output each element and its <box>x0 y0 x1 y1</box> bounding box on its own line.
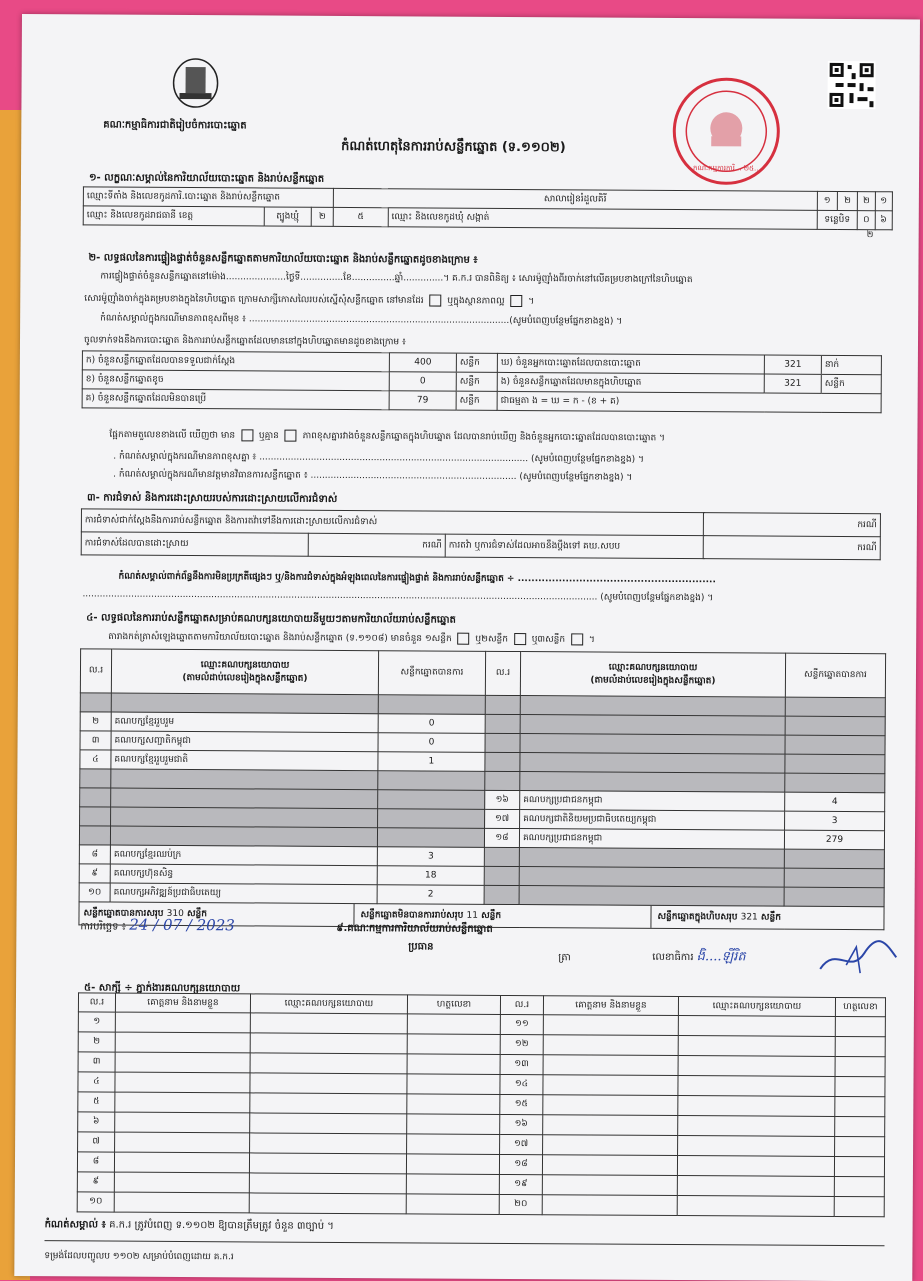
witness-no-right: ១១ <box>500 1014 543 1034</box>
col-votes-right: សន្លឹកឆ្នោតបានការ <box>785 653 885 698</box>
witness-name-left[interactable] <box>115 1132 250 1153</box>
party-name-right <box>519 886 784 907</box>
party-votes-right <box>785 735 885 755</box>
party-no-right <box>484 866 519 885</box>
party-name-right <box>519 867 784 888</box>
witness-sign-left[interactable] <box>407 1054 500 1075</box>
col-no-right: ល.រ <box>485 651 520 695</box>
party-name-left <box>111 807 378 828</box>
witness-no-right: ១៧ <box>500 1134 543 1154</box>
witness-name-right[interactable] <box>543 1095 678 1116</box>
party-name-left <box>110 826 377 847</box>
party-votes-left: 0 <box>378 733 485 753</box>
formula-note: ជាធម្មតា ង = ឃ = ក - (ខ + គ) <box>497 391 881 412</box>
item-d-label: ឃ) ចំនួនអ្នកបោះឆ្នោតដែលបានបោះឆ្នោត <box>497 353 764 374</box>
item-b-unit: សន្លឹក <box>456 372 497 391</box>
witness-sign-left[interactable] <box>406 1154 499 1175</box>
province-label: ឈ្មោះ និងលេខកូដរាជធានី ខេត្ត <box>83 206 264 226</box>
witness-sign-left[interactable] <box>407 1034 500 1055</box>
party-no-left <box>79 826 110 845</box>
party-no-right <box>485 733 520 752</box>
party-no-right: ១៧ <box>485 809 520 828</box>
secretary-label: លេខាធិការ <box>652 951 694 964</box>
witness-sign-left[interactable] <box>407 1134 500 1155</box>
province-code-1: ២ <box>311 207 333 226</box>
party-votes-left: 0 <box>378 714 485 734</box>
section2-line7: . កំណត់សម្គាល់ក្នុងករណីមានវត្តមានវិធានការសន្លឹកឆ្នោត ៖ ........................................................................ (សូមបំពេញបន្ថែមផ្នែកខាងខ្នង) ។ <box>113 469 633 483</box>
party-no-left <box>80 807 111 826</box>
w-col-name-left: គោត្តនាម និងនាមខ្លួន <box>115 993 250 1013</box>
section2-line1: ការផ្ទៀងផ្ទាត់ចំនួនសន្លឹកឆ្នោតនៅម៉ោង.....................ថ្ងៃទី...............ខែ...............ឆ្នាំ..............។ គ.ក.រ បានពិនិត្យ ៖ សោរម៉ូញ៉ាំងពីរចាក់នៅលើគម្របខាងក្រៅនៃហិបឆ្នោត <box>100 271 693 286</box>
witness-no-right: ១៩ <box>499 1174 542 1194</box>
item-e-label: ង) ចំនួនសន្លឹកឆ្នោតដែលមានក្នុងហិបឆ្នោត <box>497 372 764 393</box>
objection-table <box>81 508 881 560</box>
emblem-logo <box>171 57 219 109</box>
opt3-label: ឬ៣សន្លឹក <box>531 634 566 645</box>
total-box-value: 321 <box>740 912 758 923</box>
party-name-left: គណបក្សខ្មែររួបរួមជាតិ <box>111 750 378 771</box>
witness-name-right[interactable] <box>543 1115 678 1136</box>
total-valid-label: សន្លឹកឆ្នោតបានការសរុប <box>83 907 164 919</box>
witness-name-left[interactable] <box>114 1192 249 1213</box>
item-d-value: 321 <box>764 355 821 374</box>
section2-line3: កំណត់សម្គាល់ក្នុងករណីមានភាពខុសពីមុខ ៖ ...........................................................................................(សូមបំពេញបន្ថែមផ្នែកខាងខ្នង) ។ <box>100 313 623 327</box>
checkbox-no-diff[interactable] <box>285 430 297 442</box>
commune-code-3: ២ <box>866 230 874 241</box>
section4-subtitle: តារាងកត់ត្រាសំឡេងឆ្នោតតាមការិយាល័យបោះឆ្នោត និងរាប់សន្លឹកឆ្នោត (ទ.១១០៨) មានចំនួន ១សន្លឹក ឬ២សន្លឹក ឬ៣សន្លឹក ។ <box>108 632 595 646</box>
section2-line2: សោរម៉ូញ៉ាំងចាក់ក្នុងគម្របខាងក្នុងនៃហិបឆ្នោត ក្រោមសាក្សីកោសលៃរបស់ស្នើសុំសន្លឹកឆ្នោត នៅមានដែរ ឬក្នុងស្ថានភាពល្អ ។ <box>84 293 535 307</box>
witness-no-right: ១៥ <box>500 1094 543 1114</box>
party-no-right <box>484 885 519 904</box>
ballot-count-table <box>82 350 882 413</box>
document-title: កំណត់ហេតុនៃការរាប់សន្លឹកឆ្នោត (ទ.១១០២) <box>341 138 566 156</box>
footer-note-text: គ.ក.រ ត្រូវបំពេញ ទ.១១០២ ឱ្យបានត្រឹមត្រូវ ចំនួន ៣ច្បាប់ ។ <box>109 1219 334 1232</box>
witness-sign-right[interactable] <box>835 1096 885 1116</box>
item-c-value: 79 <box>389 391 456 410</box>
col-party-left-sub: (តាមលំដាប់លេខរៀងក្នុងសន្លឹកឆ្នោត) <box>182 672 308 684</box>
witness-party-left[interactable] <box>250 1033 407 1054</box>
objection-row2b-count: ករណី <box>703 536 880 560</box>
party-name-right <box>520 753 785 774</box>
section2-line2-text: សោរម៉ូញ៉ាំងចាក់ក្នុងគម្របខាងក្នុងនៃហិបឆ្នោត ក្រោមសាក្សីកោសលៃរបស់ស្នើសុំសន្លឹកឆ្នោត នៅមានដែរ <box>84 293 424 306</box>
witness-party-right[interactable] <box>678 1076 835 1097</box>
party-name-left: គណបក្សហ៊ុនសិន្ធ <box>110 864 377 885</box>
commune-code-2: ៦ <box>875 211 892 230</box>
party-name-left: គណបក្សសញ្ជាតិកម្ពុជា <box>111 731 378 752</box>
party-votes-right <box>785 697 885 717</box>
witness-party-right[interactable] <box>678 1036 835 1057</box>
objection-row1-count: ករណី <box>703 513 880 537</box>
party-no-left: ២ <box>80 712 111 731</box>
party-votes-right: 279 <box>784 830 884 850</box>
col-party-left <box>111 649 378 695</box>
item-a-label: ក) ចំនួនសន្លឹកឆ្នោតដែលបានទទួលជាក់ស្តែង <box>82 351 389 372</box>
section2-line6: . កំណត់សម្គាល់ក្នុងករណីមានភាពខុសគ្នា ៖ .............................................................................................. (សូមបំពេញបន្ថែមផ្នែកខាងខ្នង) ។ <box>113 451 644 465</box>
witness-party-left[interactable] <box>250 1053 407 1074</box>
document-sheet <box>14 14 920 1281</box>
witness-party-left[interactable] <box>249 1173 406 1194</box>
section4-title: ៤- លទ្ធផលនៃការរាប់សន្លឹកឆ្នោតសម្រាប់គណបក្សនយោបាយនីមួយៗតាមការិយាល័យរាប់សន្លឹកឆ្នោត <box>86 612 456 626</box>
witness-sign-right[interactable] <box>834 1176 884 1196</box>
party-name-left: គណបក្សអភិវឌ្ឍន៍ប្រជាធិបតេយ្យ <box>110 883 377 904</box>
witness-no-left: ៥ <box>78 1092 115 1112</box>
item-e-value: 321 <box>764 374 821 393</box>
party-no-right <box>485 752 520 771</box>
party-votes-left: 3 <box>377 847 484 867</box>
location-code-4: ១ <box>875 192 892 211</box>
section3-note: កំណត់សម្គាល់ពាក់ព័ន្ធនឹងការមិនប្រក្រតីផ្សេងៗ ឬ/និងការជំទាស់ក្នុងអំឡុងពេលនៃការផ្ទៀងផ្ទាត់ និងការរាប់សន្លឹកឆ្នោត ÷ .......................................................... <box>118 571 716 586</box>
witness-party-right[interactable] <box>678 1096 835 1117</box>
party-votes-left <box>377 828 484 848</box>
commune-code-1: ០ <box>858 211 875 230</box>
party-votes-right: 3 <box>785 811 885 831</box>
party-votes-left <box>378 771 485 791</box>
date-line <box>80 915 235 935</box>
party-no-right <box>484 847 519 866</box>
date-value: 24 / 07 / 2023 <box>129 915 235 935</box>
witness-name-right[interactable] <box>543 1035 678 1056</box>
total-box-unit: សន្លឹក <box>760 912 781 923</box>
section2-line5 <box>109 429 665 446</box>
party-name-right <box>520 772 785 793</box>
secretary-line <box>652 950 745 965</box>
party-no-left: ៤ <box>80 750 111 769</box>
seal-text: កណៈកម្មការការិ... ២៥... <box>693 164 761 173</box>
footer-note-label: កំណត់សម្គាល់ ៖ <box>44 1219 106 1231</box>
witness-no-left: ៣ <box>78 1052 115 1072</box>
witness-party-left[interactable] <box>250 1133 407 1154</box>
footer-form: ទម្រង់ដែលបញ្ចូលប ១១០២ សម្រាប់បំពេញដោយ គ.ក.រ <box>44 1251 234 1263</box>
witness-name-left[interactable] <box>114 1152 249 1173</box>
witness-no-left: ៩ <box>77 1172 114 1192</box>
qr-code <box>827 61 875 109</box>
party-name-left <box>111 769 378 790</box>
checkbox-2-sheet[interactable] <box>514 633 526 645</box>
witness-party-left[interactable] <box>249 1153 406 1174</box>
w-col-party-right: ឈ្មោះគណបក្សនយោបាយ <box>678 997 835 1017</box>
checkbox-seal-alt[interactable] <box>510 295 522 307</box>
witness-sign-left[interactable] <box>406 1194 499 1215</box>
witness-name-right[interactable] <box>542 1175 677 1196</box>
province-code-2: ៥ <box>333 207 388 226</box>
witness-sign-left[interactable] <box>407 1114 500 1135</box>
section5-title: ៥- សាក្សី ÷ ភ្នាក់ងារគណបក្សនយោបាយ <box>84 982 241 995</box>
w-col-name-right: គោត្តនាម និងនាមខ្លួន <box>543 996 678 1016</box>
witness-no-right: ១៤ <box>500 1074 543 1094</box>
witness-sign-right[interactable] <box>835 1076 885 1096</box>
party-no-right <box>485 695 520 714</box>
checkbox-1-sheet[interactable] <box>458 633 470 645</box>
witness-no-right: ១៨ <box>499 1154 542 1174</box>
col-party-left-title: ឈ្មោះគណបក្សនយោបាយ <box>200 659 290 671</box>
total-valid-value: 310 <box>166 908 184 919</box>
checkbox-seal-ok[interactable] <box>430 294 442 306</box>
party-votes-right <box>785 716 885 736</box>
item-e-unit: សន្លឹក <box>821 374 881 393</box>
date-label: ការបរិច្ឆេទ ៖ <box>80 921 127 933</box>
checkbox-has-diff[interactable] <box>241 429 253 441</box>
witness-no-left: ៦ <box>78 1112 115 1132</box>
stamp-label: ត្រា <box>558 952 571 964</box>
item-c-unit: សន្លឹក <box>456 391 497 410</box>
opt2-label: ឬ២សន្លឹក <box>475 634 509 645</box>
party-votes-right <box>785 773 885 793</box>
witness-name-left[interactable] <box>115 1112 250 1133</box>
witness-sign-left[interactable] <box>407 1094 500 1115</box>
witness-party-left[interactable] <box>250 1113 407 1134</box>
total-box-label: សន្លឹកឆ្នោតក្នុងហិបសរុប <box>657 911 738 923</box>
party-votes-right <box>785 754 885 774</box>
w-col-no-left: ល.រ <box>78 993 115 1012</box>
party-no-left: ១០ <box>79 883 110 902</box>
witness-party-left[interactable] <box>249 1193 406 1214</box>
footer-rule <box>45 1240 885 1246</box>
witness-sign-right[interactable] <box>835 1056 885 1076</box>
line5-no-label: ឬគ្មាន <box>258 430 279 442</box>
chair-label: ប្រធាន <box>408 941 434 953</box>
party-no-left <box>80 769 111 788</box>
location-label: ឈ្មោះទីតាំង និងលេខកូដការិ.បោះឆ្នោត និងរាប់សន្លឹកឆ្នោត <box>83 187 333 208</box>
objection-row1: ការជំទាស់ជាក់ស្តែងនឹងការរាប់សន្លឹកឆ្នោត និងការតវ៉ាទៅនឹងការដោះស្រាយលើការជំទាស់ <box>81 509 703 536</box>
witness-sign-right[interactable] <box>835 1016 885 1036</box>
commune-value: ទន្លេបិទ <box>817 210 858 229</box>
witness-sign-right[interactable] <box>835 1136 885 1156</box>
witness-sign-right[interactable] <box>835 1036 885 1056</box>
secretary-signature: ងិ....ឡីរិត <box>696 949 746 965</box>
location-code-3: ២ <box>858 192 875 211</box>
party-name-right <box>520 715 785 736</box>
total-box <box>650 906 781 929</box>
party-no-right <box>485 771 520 790</box>
location-value: សាលារៀនរំដួលគិរី <box>333 188 817 210</box>
witness-name-right[interactable] <box>543 1015 678 1036</box>
party-name-left: គណបក្សខ្មែររួបរួម <box>111 712 378 733</box>
total-invalid-unit: សន្លឹក <box>481 910 502 921</box>
party-no-left <box>80 693 111 712</box>
witness-party-left[interactable] <box>250 1013 407 1034</box>
total-invalid-label: សន្លឹកឆ្នោតមិនបានការរាប់សរុប <box>360 910 464 921</box>
witness-sign-right[interactable] <box>834 1156 884 1176</box>
w-col-sign-right: ហត្ថលេខា <box>835 997 885 1016</box>
witness-no-right: ២០ <box>499 1194 542 1214</box>
item-b-value: 0 <box>389 372 456 391</box>
witness-party-right[interactable] <box>678 1136 835 1157</box>
item-a-unit: សន្លឹក <box>456 353 497 372</box>
party-votes-left: 18 <box>377 866 484 886</box>
witness-rows <box>77 1012 885 1217</box>
witness-row <box>77 1192 884 1217</box>
party-no-right <box>485 714 520 733</box>
witness-party-right[interactable] <box>677 1176 834 1197</box>
item-c-label: គ) ចំនួនសន្លឹកឆ្នោតដែលមិនបានប្រើ <box>82 389 389 410</box>
total-valid-unit: សន្លឹក <box>186 908 207 919</box>
party-votes-left <box>378 809 485 829</box>
witness-sign-left[interactable] <box>407 1074 500 1095</box>
witness-party-right[interactable] <box>677 1156 834 1177</box>
witness-name-left[interactable] <box>115 1092 250 1113</box>
party-votes-left: 2 <box>377 885 484 905</box>
witness-party-left[interactable] <box>250 1073 407 1094</box>
witness-table <box>77 992 886 1217</box>
party-name-right <box>520 734 785 755</box>
witness-sign-right[interactable] <box>834 1196 884 1216</box>
party-name-right: គណបក្សប្រជាជនកម្ពុជា <box>520 791 785 812</box>
party-votes-right <box>784 887 884 907</box>
party-no-left <box>80 788 111 807</box>
witness-no-right: ១៦ <box>500 1114 543 1134</box>
witness-no-left: ២ <box>78 1032 115 1052</box>
section1-table <box>83 186 893 230</box>
party-results-table <box>78 648 886 933</box>
witness-name-left[interactable] <box>115 1072 250 1093</box>
party-name-right <box>519 848 784 869</box>
witness-name-left[interactable] <box>115 1012 250 1033</box>
w-col-no-right: ល.រ <box>500 995 543 1014</box>
witness-no-left: ១០ <box>77 1192 114 1212</box>
witness-party-right[interactable] <box>677 1196 834 1217</box>
witness-name-right[interactable] <box>542 1195 677 1216</box>
location-code-2: ២ <box>837 191 858 210</box>
objection-row2-count: ករណី <box>308 533 445 557</box>
witness-no-left: ៧ <box>78 1132 115 1152</box>
commune-label: ឈ្មោះ និងលេខកូដឃុំ សង្កាត់ <box>388 208 817 230</box>
section3-title: ៣- ការជំទាស់ និងការដោះស្រាយរបស់ការដោះស្រាយលើការជំទាស់ <box>87 492 338 505</box>
col-no-left: ល.រ <box>80 649 111 693</box>
witness-name-right[interactable] <box>543 1075 678 1096</box>
witness-name-right[interactable] <box>542 1155 677 1176</box>
total-invalid-value: 11 <box>466 910 478 921</box>
location-code-1: ១ <box>817 191 838 210</box>
objection-row2: ការជំទាស់ដែលបានដោះស្រាយ <box>81 532 308 556</box>
handwritten-signature <box>816 935 900 980</box>
section3-note2: .................................................................................................................................................................................... (សូមបំពេញបន្ថែមផ្នែកខាងខ្នង) ។ <box>82 589 714 604</box>
party-name-right <box>520 696 785 717</box>
party-votes-left <box>378 695 485 715</box>
witness-name-right[interactable] <box>543 1135 678 1156</box>
party-votes-right: 4 <box>785 792 885 812</box>
line5-rest: ភាពខុសគ្នារវាងចំនួនសន្លឹកឆ្នោតក្នុងហិបឆ្នោត ដែលបានរាប់ឃើញ និងចំនួនអ្នកបោះឆ្នោតដែលបានបោះឆ្នោត ។ <box>302 431 665 444</box>
witness-sign-right[interactable] <box>835 1116 885 1136</box>
item-a-value: 400 <box>389 353 456 372</box>
party-name-left <box>111 788 378 809</box>
party-no-left: ៨ <box>79 845 110 864</box>
section2-title: ២- លទ្ធផលនៃការផ្ទៀងផ្ទាត់ចំនួនសន្លឹកឆ្នោតតាមការិយាល័យបោះឆ្នោត និងរាប់សន្លឹកឆ្នោតដូចខាងក្រោម ៖ <box>88 252 478 266</box>
line5-text: ផ្អែកតាមតួលេខខាងលើ ឃើញថា មាន <box>109 430 236 441</box>
witness-sign-left[interactable] <box>406 1174 499 1195</box>
w-col-sign-left: ហត្ថលេខា <box>407 995 500 1015</box>
party-votes-right <box>784 868 884 888</box>
witness-name-left[interactable] <box>114 1172 249 1193</box>
province-value: ត្បូងឃ្មុំ <box>264 207 311 226</box>
opt-yes-label: ឬក្នុងស្ថានភាពល្អ <box>447 296 505 307</box>
witness-sign-left[interactable] <box>407 1014 500 1035</box>
col-party-right <box>520 652 785 698</box>
witness-party-left[interactable] <box>250 1093 407 1114</box>
witness-party-right[interactable] <box>678 1116 835 1137</box>
party-no-right: ១៨ <box>484 828 519 847</box>
w-col-party-left: ឈ្មោះគណបក្សនយោបាយ <box>250 994 407 1014</box>
witness-party-right[interactable] <box>678 1056 835 1077</box>
col-party-right-sub: (តាមលំដាប់លេខរៀងក្នុងសន្លឹកឆ្នោត) <box>590 674 716 686</box>
party-no-left: ៣ <box>80 731 111 750</box>
witness-name-left[interactable] <box>115 1032 250 1053</box>
party-votes-left <box>378 790 485 810</box>
committee-name: គណៈកម្មាធិការជាតិរៀបចំការបោះឆ្នោត <box>103 119 247 132</box>
party-votes-right <box>784 849 884 869</box>
objection-row2b: ការតវ៉ា ឬការជំទាស់ដែលអាចនឹងប្តឹងទៅ គឃ.សបប <box>445 534 703 559</box>
witness-no-left: ៤ <box>78 1072 115 1092</box>
section1-title: ១- លក្ខណៈសម្គាល់នៃការិយាល័យបោះឆ្នោត និងរាប់សន្លឹកឆ្នោត <box>88 172 325 185</box>
section2-line4: ចូលទាក់ទងនឹងការបោះឆ្នោត និងការរាប់សន្លឹកឆ្នោតដែលមាននៅក្នុងហិបឆ្នោតមានដូចខាងក្រោម ៖ <box>83 335 406 348</box>
party-name-left: គណបក្សខ្មែរឈប់ក្រ <box>110 845 377 866</box>
party-name-right: គណបក្សប្រជាជនកម្ពុជា <box>519 829 784 850</box>
committee-sign-label: ៩.គណៈកម្មការការិយាល័យរាប់សន្លឹកឆ្នោត <box>336 922 493 935</box>
item-d-unit: នាក់ <box>821 355 881 374</box>
witness-name-right[interactable] <box>543 1055 678 1076</box>
party-votes-left: 1 <box>378 752 485 772</box>
subtitle-text: តារាងកត់ត្រាសំឡេងឆ្នោតតាមការិយាល័យបោះឆ្នោត និងរាប់សន្លឹកឆ្នោត (ទ.១១០៨) មានចំនួន ១សន្លឹក <box>108 632 452 645</box>
party-no-left: ៩ <box>79 864 110 883</box>
footer-note <box>45 1218 334 1233</box>
party-rows <box>79 693 885 907</box>
party-name-right: គណបក្សជាតិនិយមប្រជាធិបតេយ្យកម្ពុជា <box>520 810 785 831</box>
party-no-right: ១៦ <box>485 790 520 809</box>
party-name-left <box>111 693 378 714</box>
item-b-label: ខ) ចំនួនសន្លឹកឆ្នោតខូច <box>82 370 389 391</box>
col-votes-left: សន្លឹកឆ្នោតបានការ <box>378 651 485 696</box>
col-party-right-title: ឈ្មោះគណបក្សនយោបាយ <box>608 662 698 673</box>
witness-party-right[interactable] <box>678 1016 835 1037</box>
witness-name-left[interactable] <box>115 1052 250 1073</box>
witness-no-right: ១៣ <box>500 1054 543 1074</box>
witness-no-left: ១ <box>78 1012 115 1032</box>
checkbox-3-sheet[interactable] <box>571 633 583 645</box>
witness-no-right: ១២ <box>500 1034 543 1054</box>
witness-no-left: ៨ <box>77 1152 114 1172</box>
